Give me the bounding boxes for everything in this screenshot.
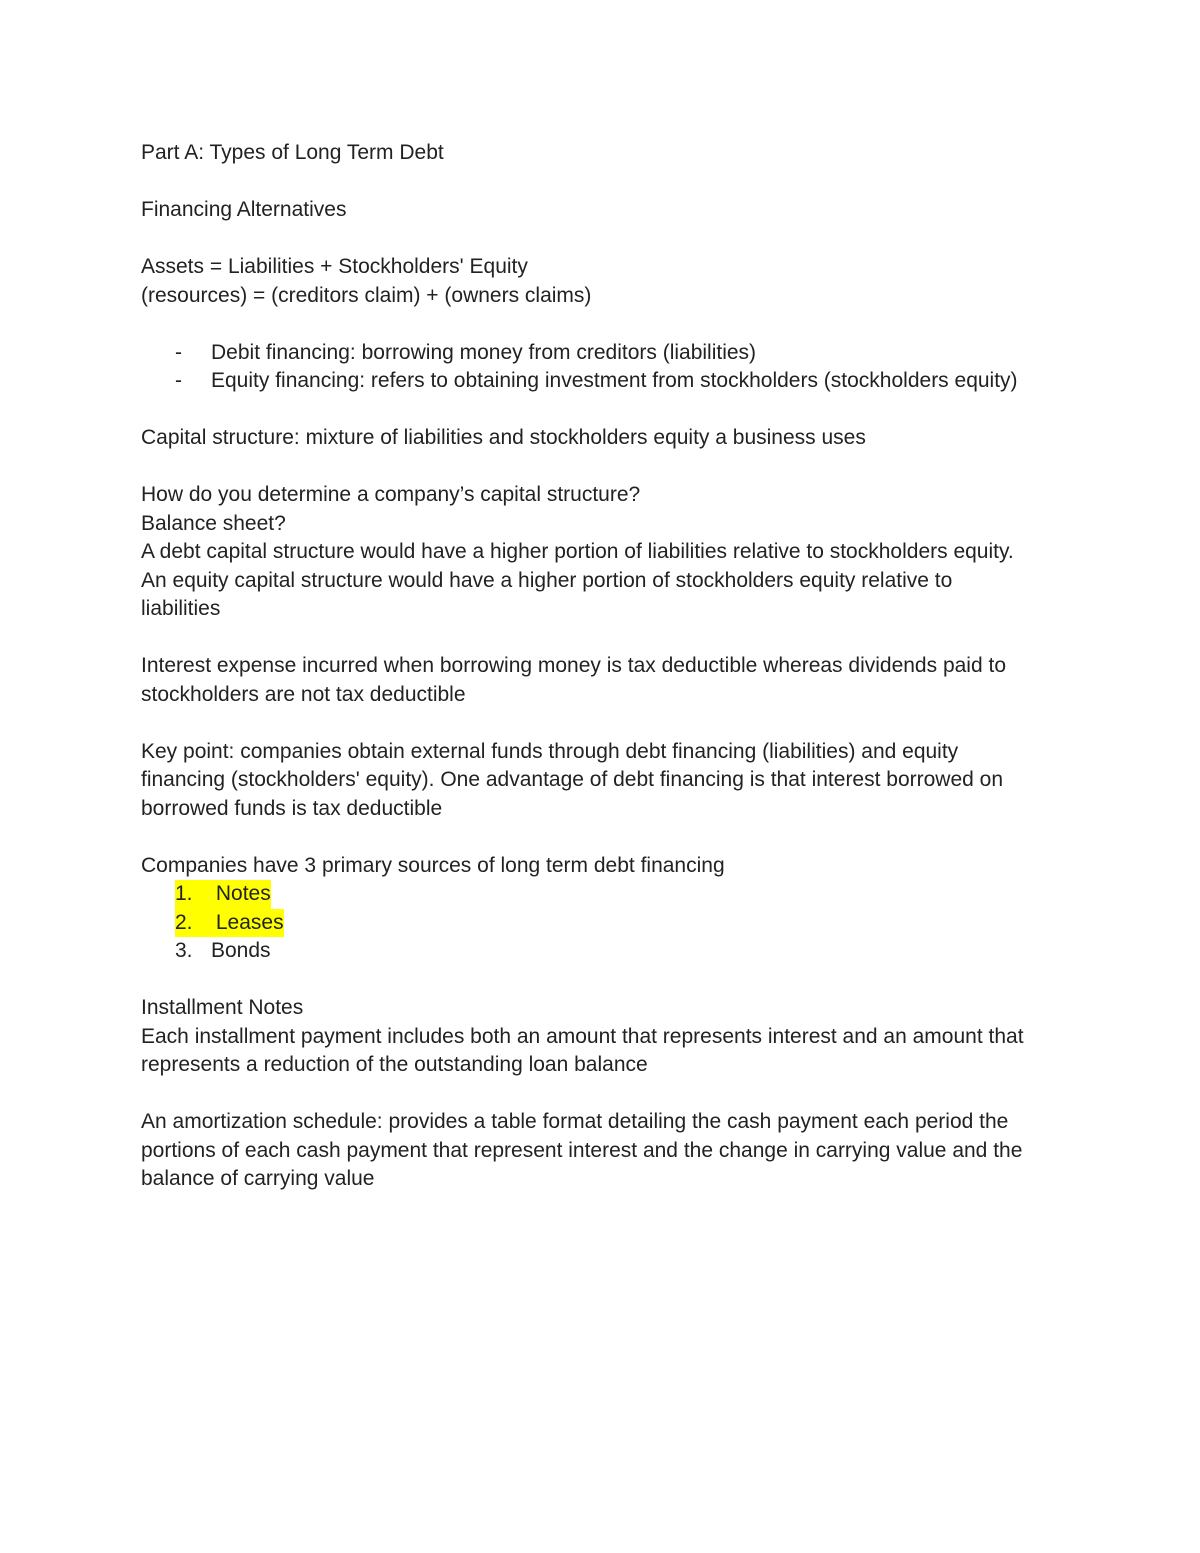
- numbered-item-text: Leases: [215, 910, 284, 934]
- bullet-item: [141, 367, 1061, 396]
- spacer: [141, 453, 1061, 482]
- equation-line: Assets = Liabilities + Stockholders' Equity: [141, 255, 528, 278]
- amortization-line: An amortization schedule: provides a table format detailing the cash payment each period the: [141, 1110, 1009, 1133]
- bullet-marker: -: [175, 369, 182, 392]
- balance-sheet-line: Balance sheet?: [141, 511, 286, 535]
- bullet-marker: -: [175, 340, 182, 364]
- spacer: [141, 396, 1061, 425]
- equation-explanation: (resources) = (creditors claim) + (owners claims): [141, 283, 592, 307]
- bullet-text: Equity financing: refers to obtaining investment from stockholders (stockholders equity): [211, 369, 1018, 392]
- bullet-item: [141, 339, 1061, 368]
- document-body: [141, 139, 1061, 1194]
- page-title: Part A: Types of Long Term Debt: [141, 141, 444, 164]
- highlight: [175, 909, 284, 938]
- installment-line: Each installment payment includes both an amount that represents interest and an amount that: [141, 1024, 1024, 1048]
- installment-heading: Installment Notes: [141, 996, 304, 1019]
- equity-structure-line: An equity capital structure would have a higher portion of stockholders equity relative to: [141, 568, 953, 592]
- installment-line: represents a reduction of the outstanding loan balance: [141, 1053, 648, 1076]
- interest-paragraph-line: Interest expense incurred when borrowing money is tax deductible whereas dividends paid to: [141, 654, 1006, 677]
- numbered-item: [141, 937, 1061, 966]
- highlight: [175, 880, 271, 909]
- equity-structure-line: liabilities: [141, 597, 221, 620]
- spacer: [141, 310, 1061, 339]
- spacer: [141, 168, 1061, 197]
- spacer: [141, 225, 1061, 254]
- numbered-item: [141, 880, 1061, 909]
- financing-bullet-list: [141, 339, 1061, 396]
- numbered-item: [141, 909, 1061, 938]
- interest-paragraph-line: stockholders are not tax deductible: [141, 682, 466, 706]
- question-line: How do you determine a company’s capital structure?: [141, 483, 641, 506]
- section-heading: Financing Alternatives: [141, 198, 347, 221]
- key-point-line: financing (stockholders' equity). One advantage of debt financing is that interest borrowed on: [141, 768, 1004, 791]
- spacer: [141, 709, 1061, 738]
- numbered-item-text: Notes: [215, 882, 271, 905]
- number-marker: 2.: [175, 910, 193, 934]
- debt-structure-line: A debt capital structure would have a higher portion of liabilities relative to stockholders equity.: [141, 540, 1014, 563]
- capital-structure-definition: Capital structure: mixture of liabilities and stockholders equity a business uses: [141, 426, 866, 449]
- spacer: [141, 624, 1061, 653]
- spacer: [141, 823, 1061, 852]
- amortization-line: portions of each cash payment that represent interest and the change in carrying value and the: [141, 1138, 1023, 1162]
- amortization-line: balance of carrying value: [141, 1167, 375, 1190]
- number-marker: 1.: [175, 882, 193, 905]
- sources-numbered-list: [141, 880, 1061, 966]
- spacer: [141, 966, 1061, 995]
- bullet-text: Debit financing: borrowing money from creditors (liabilities): [211, 340, 757, 364]
- key-point-line: borrowed funds is tax deductible: [141, 796, 443, 820]
- sources-intro: Companies have 3 primary sources of long term debt financing: [141, 853, 725, 877]
- key-point-line: Key point: companies obtain external funds through debt financing (liabilities) and equity: [141, 739, 959, 763]
- numbered-item-text: Bonds: [211, 939, 271, 962]
- spacer: [141, 1080, 1061, 1109]
- number-marker: 3.: [175, 939, 193, 962]
